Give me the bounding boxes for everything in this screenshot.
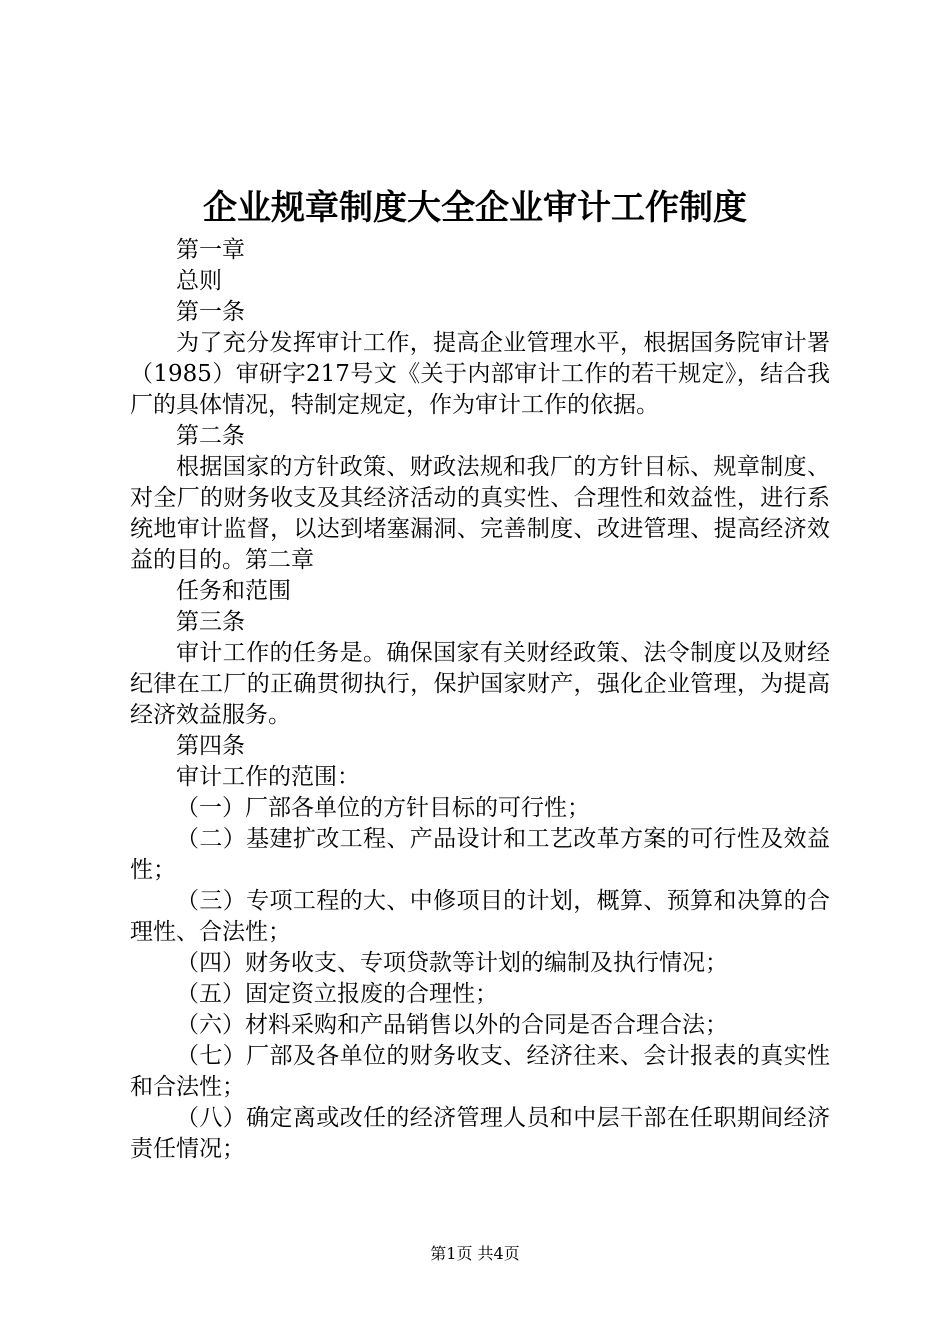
article-heading: 第二条 <box>176 423 245 449</box>
article-heading: 第三条 <box>176 609 245 635</box>
document-body <box>130 235 830 1165</box>
page-footer: 第1页 共4页 <box>430 1244 520 1263</box>
list-item: （一）厂部各单位的方针目标的可行性； <box>176 795 590 821</box>
paragraph: 根据国家的方针政策、财政法规和我厂的方针目标、规章制度、对全厂的财务收支及其经济活动的真实性、合理性和效益性，进行系统地审计监督，以达到堵塞漏洞、完善制度、改进管理、提高经济效益的目的。第二章 <box>130 454 830 573</box>
article-heading: 第四条 <box>176 733 245 759</box>
list-item: （三）专项工程的大、中修项目的计划，概算、预算和决算的合理性、合法性； <box>130 888 830 945</box>
document-title: 企业规章制度大全企业审计工作制度 <box>203 188 747 228</box>
paragraph: 审计工作的范围： <box>176 764 360 790</box>
list-item: （七）厂部及各单位的财务收支、经济往来、会计报表的真实性和合法性； <box>130 1043 830 1100</box>
chapter-subtitle: 总则 <box>176 268 222 294</box>
list-item: （四）财务收支、专项贷款等计划的编制及执行情况； <box>176 950 728 976</box>
paragraph: 为了充分发挥审计工作，提高企业管理水平，根据国务院审计署（1985）审研字217号文《关于内部审计工作的若干规定》，结合我厂的具体情况，特制定规定，作为审计工作的依据。 <box>130 330 830 418</box>
list-item: （二）基建扩改工程、产品设计和工艺改革方案的可行性及效益性； <box>130 826 830 883</box>
list-item: （六）材料采购和产品销售以外的合同是否合理合法； <box>176 1012 728 1038</box>
list-item: （八）确定离或改任的经济管理人员和中层干部在任职期间经济责任情况； <box>130 1105 830 1162</box>
chapter-subtitle: 任务和范围 <box>176 578 291 604</box>
list-item: （五）固定资立报废的合理性； <box>176 981 498 1007</box>
article-heading: 第一条 <box>176 299 245 325</box>
paragraph: 审计工作的任务是。确保国家有关财经政策、法令制度以及财经纪律在工厂的正确贯彻执行，保护国家财产，强化企业管理，为提高经济效益服务。 <box>130 640 830 728</box>
chapter-heading: 第一章 <box>176 237 245 263</box>
